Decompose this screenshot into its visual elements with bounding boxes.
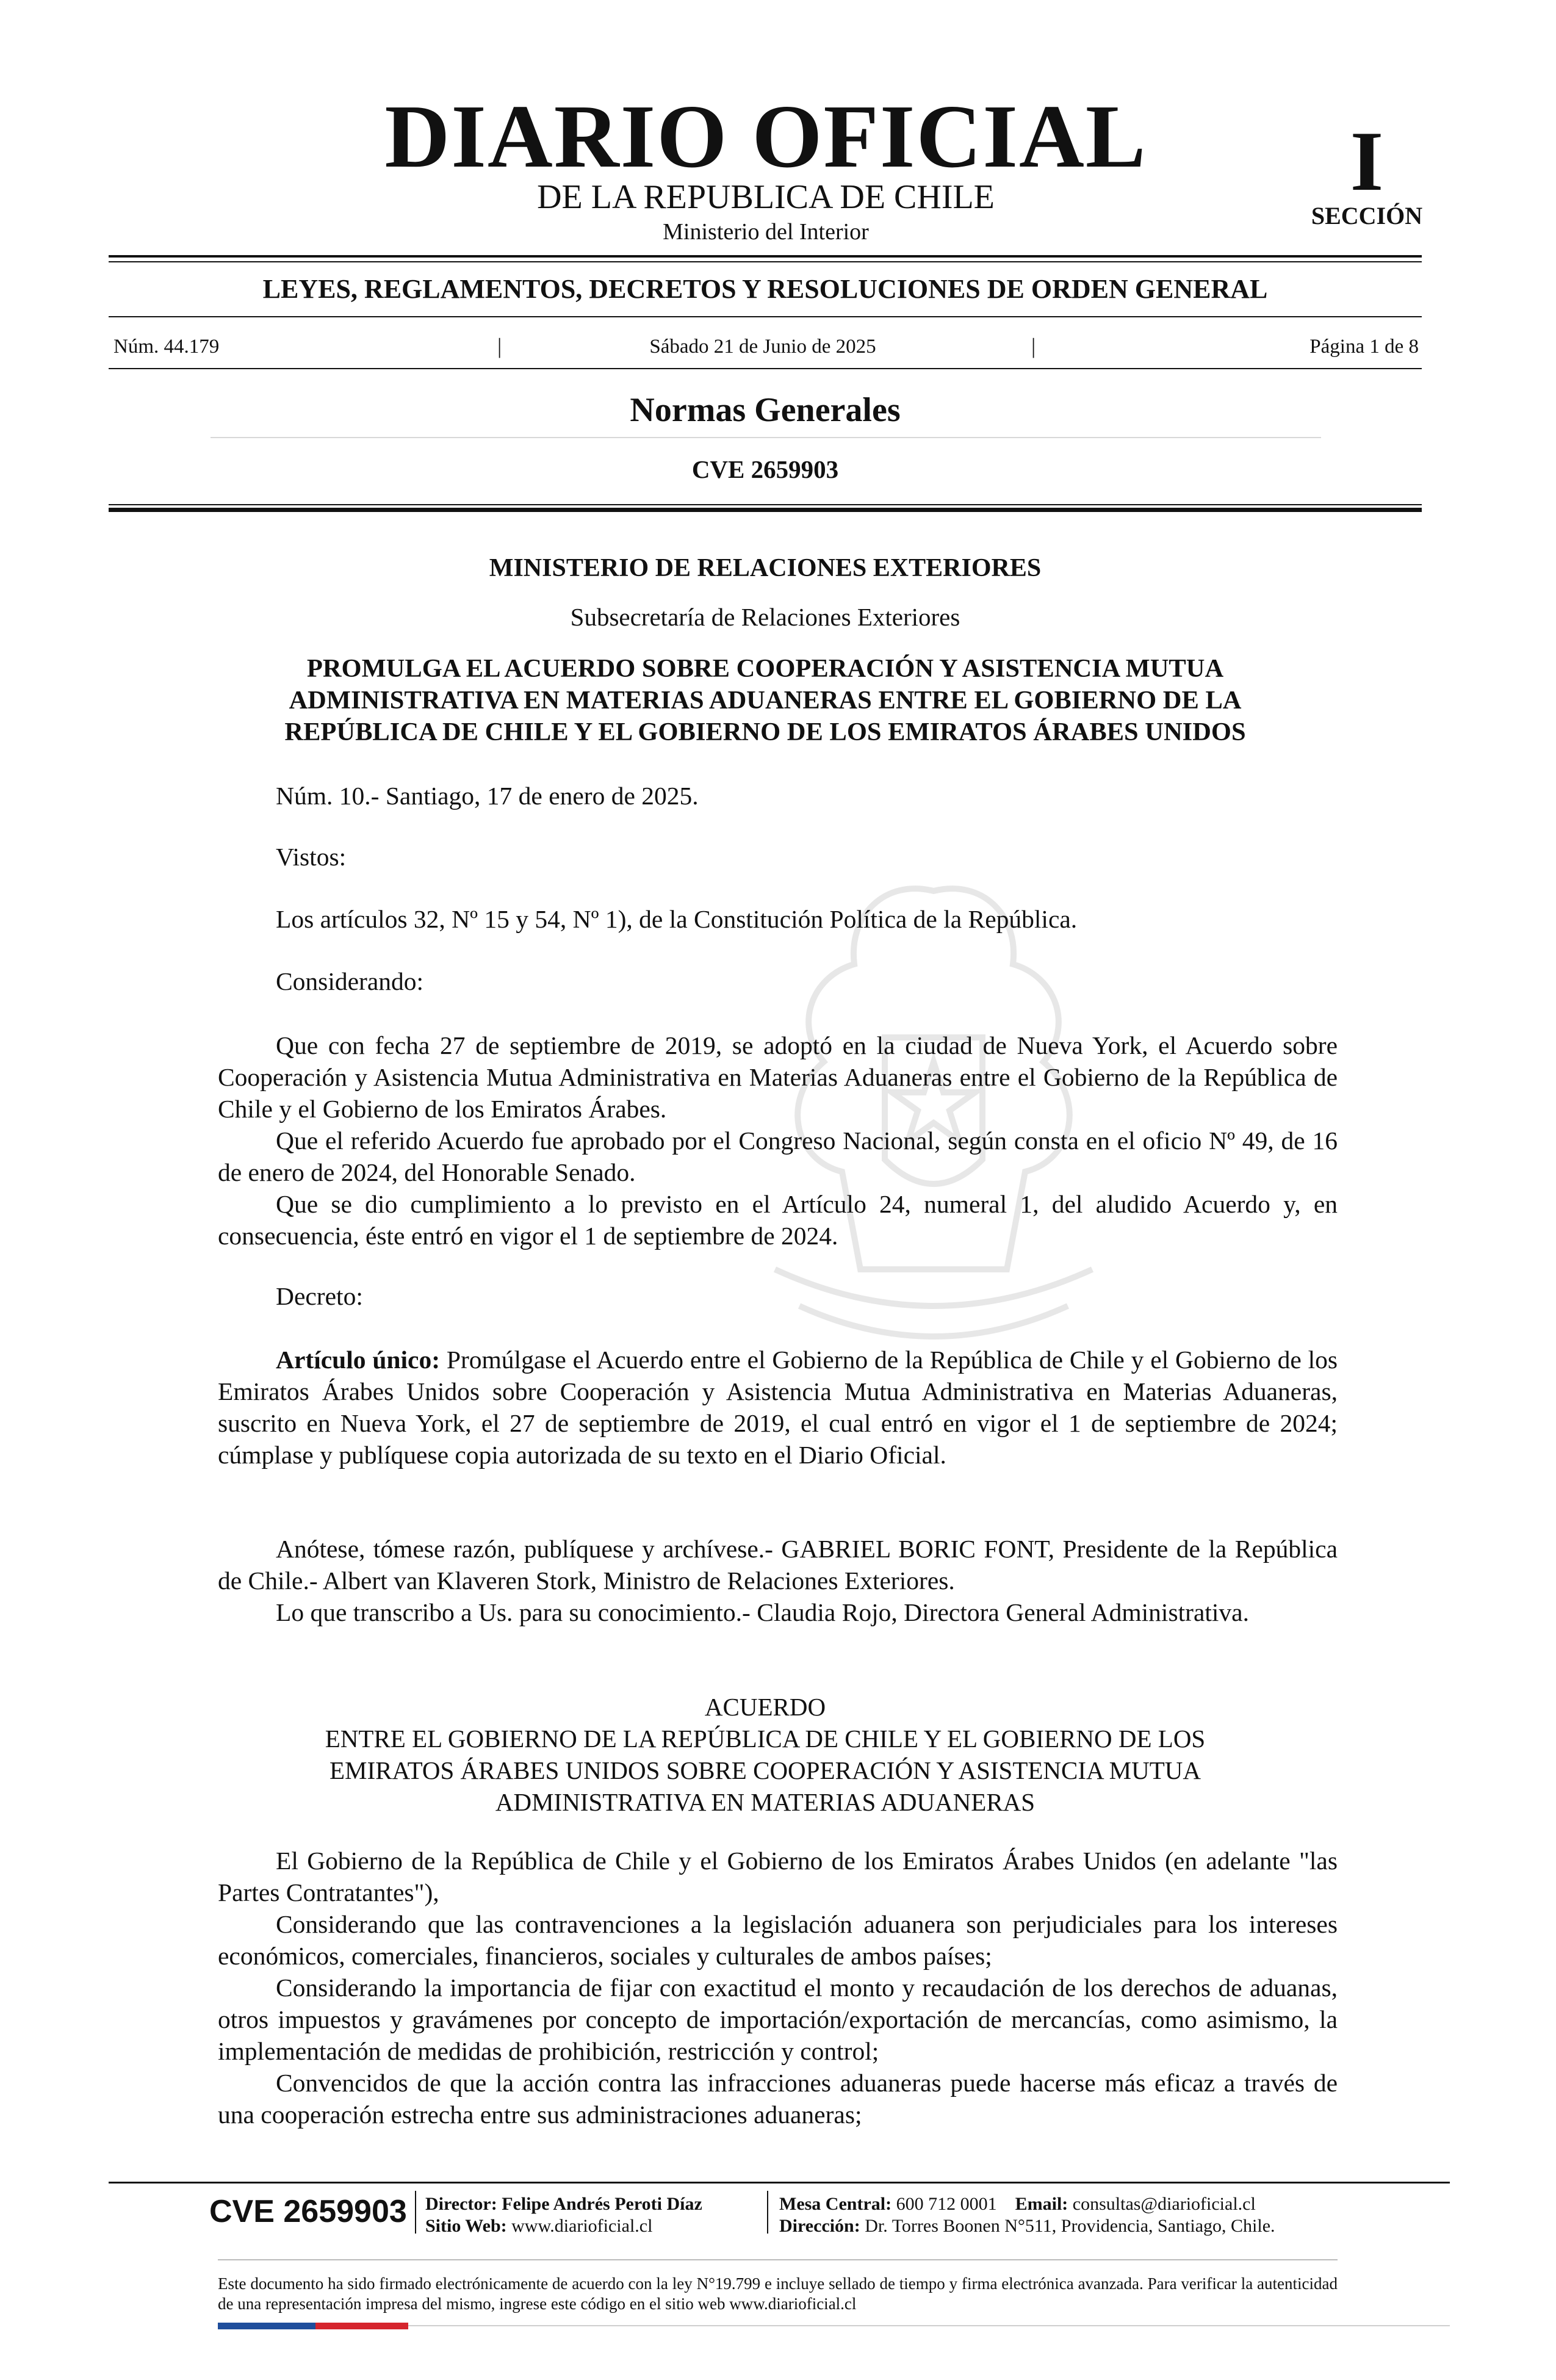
doc-title — [109, 653, 1422, 748]
director-label: Director: — [425, 2194, 497, 2214]
agreement-paragraph: Considerando que las contravenciones a la legislación aduanera son perjudiciales para los intereses económicos, comerciales, financieros, sociales y culturales de ambos países; — [218, 1910, 1338, 1970]
decreto-label: Decreto: — [276, 1282, 363, 1310]
doc-subsecretaria: Subsecretaría de Relaciones Exteriores — [570, 603, 960, 631]
email-link[interactable]: consultas@diarioficial.cl — [1072, 2194, 1256, 2214]
articulo-label: Artículo único: — [276, 1346, 441, 1374]
considerando-paragraph: Que el referido Acuerdo fue aprobado por el Congreso Nacional, según consta en el oficio Nº 49, de 16 de enero de 2024, del Honorable Senado. — [218, 1127, 1338, 1186]
agreement-paragraph: El Gobierno de la República de Chile y el Gobierno de los Emiratos Árabes Unidos (en adelante "las Partes Contratantes"), — [218, 1847, 1338, 1906]
rule-cve-1 — [109, 504, 1422, 505]
footer-cve: CVE 2659903 — [209, 2194, 407, 2229]
agreement-heading-line: ADMINISTRATIVA EN MATERIAS ADUANERAS — [495, 1788, 1036, 1816]
footer-note: Este documento ha sido firmado electrónicamente de acuerdo con la ley N°19.799 e incluye sellado de tiempo y firma electrónica avanzada. Para verificar la autenticidad de una representación impresa del mismo, ingrese este código en el sitio web www.diarioficial.cl — [218, 2274, 1338, 2313]
agreement-heading-line: ENTRE EL GOBIERNO DE LA REPÚBLICA DE CHILE Y EL GOBIERNO DE LOS — [325, 1725, 1206, 1753]
info-separator: | — [497, 334, 502, 358]
anotese-paragraph: Anótese, tómese razón, publíquese y archívese.- GABRIEL BORIC FONT, Presidente de la República de Chile.- Albert van Klaveren Stork, Ministro de Relaciones Exteriores. — [218, 1535, 1338, 1595]
agreement-paragraph: Convencidos de que la acción contra las infracciones aduaneras puede hacerse más eficaz a través de una cooperación estrecha entre sus administraciones aduaneras; — [218, 2069, 1338, 2129]
agreement-heading — [109, 1691, 1422, 1818]
section-number: I — [1350, 114, 1384, 209]
masthead-subtitle: DE LA REPUBLICA DE CHILE — [537, 178, 995, 216]
doc-ministry: MINISTERIO DE RELACIONES EXTERIORES — [489, 554, 1042, 582]
doc-title-line: PROMULGA EL ACUERDO SOBRE COOPERACIÓN Y ASISTENCIA MUTUA — [306, 654, 1224, 683]
rule-top-thin — [109, 261, 1422, 262]
footer-rule-mid — [218, 2259, 1338, 2260]
vistos-text: Los artículos 32, Nº 15 y 54, Nº 1), de la Constitución Política de la República. — [276, 905, 1078, 933]
rule-top — [109, 255, 1422, 258]
decree-number: Núm. 10.- Santiago, 17 de enero de 2025. — [276, 782, 699, 810]
email-label: Email: — [1015, 2194, 1068, 2214]
masthead-ministry: Ministerio del Interior — [663, 219, 869, 245]
issue-date: Sábado 21 de Junio de 2025 — [649, 336, 876, 358]
footer-divider — [767, 2191, 768, 2234]
section-label: SECCIÓN — [1311, 202, 1423, 229]
doc-title-line: REPÚBLICA DE CHILE Y EL GOBIERNO DE LOS EMIRATOS ÁRABES UNIDOS — [284, 718, 1246, 746]
flag-stripe-red — [315, 2323, 408, 2329]
section-banner: LEYES, REGLAMENTOS, DECRETOS Y RESOLUCIONES DE ORDEN GENERAL — [262, 274, 1268, 304]
cve-code: CVE 2659903 — [691, 455, 839, 483]
transcribo-paragraph: Lo que transcribo a Us. para su conocimiento.- Claudia Rojo, Directora General Administrativa. — [276, 1598, 1249, 1626]
articulo-unico — [218, 1344, 1338, 1471]
address-text: Dr. Torres Boonen N°511, Providencia, Santiago, Chile. — [865, 2216, 1275, 2236]
articulo-text: Promúlgase el Acuerdo entre el Gobierno de la República de Chile y el Gobierno de los Emiratos Árabes Unidos sobre Cooperación y Asistencia Mutua Administrativa en Materias Aduaneras, suscrito en Nueva York, el 27 de septiembre de 2019, el cual entró en vigor el 1 de septiembre de 2024; cúmplase y publíquese copia autorizada de su texto en el Diario Oficial. — [218, 1346, 1338, 1469]
rule-cve-2 — [109, 508, 1422, 512]
footer-divider — [415, 2191, 416, 2234]
footer-rule-top — [109, 2182, 1450, 2183]
considerando-label: Considerando: — [276, 967, 424, 995]
info-separator: | — [1031, 334, 1036, 358]
agreement-heading-line: ACUERDO — [704, 1693, 826, 1721]
agreement-paragraph: Considerando la importancia de fijar con exactitud el monto y recaudación de los derechos de aduanas, otros impuestos y gravámenes por concepto de importación/exportación de mercancías, como asimismo, la implementación de medidas de prohibición, restricción y control; — [218, 1974, 1338, 2065]
flag-stripe-blue — [218, 2323, 315, 2329]
footer-director-block — [425, 2193, 702, 2237]
issue-number: Núm. 44.179 — [113, 336, 220, 358]
director-name: Felipe Andrés Peroti Díaz — [502, 2194, 702, 2214]
considerando-paragraph: Que se dio cumplimiento a lo previsto en el Artículo 24, numeral 1, del aludido Acuerdo y, en consecuencia, éste entró en vigor el 1 de septiembre de 2024. — [218, 1190, 1338, 1250]
rule-banner-bottom — [109, 316, 1422, 317]
address-label: Dirección: — [779, 2216, 860, 2236]
vistos-label: Vistos: — [276, 843, 347, 871]
website-label: Sitio Web: — [425, 2216, 507, 2236]
masthead-title: DIARIO OFICIAL — [384, 87, 1147, 187]
footer-rule-bottom — [408, 2325, 1450, 2326]
doc-title-line: ADMINISTRATIVA EN MATERIAS ADUANERAS ENTRE EL GOBIERNO DE LA — [289, 686, 1242, 715]
mesa-phone: 600 712 0001 — [896, 2194, 997, 2214]
agreement-heading-line: EMIRATOS ÁRABES UNIDOS SOBRE COOPERACIÓN Y ASISTENCIA MUTUA — [330, 1756, 1201, 1784]
rule-info-bottom — [109, 368, 1422, 369]
footer-contact-block — [779, 2193, 1275, 2237]
section-title: Normas Generales — [630, 391, 901, 429]
considerando-paragraph: Que con fecha 27 de septiembre de 2019, se adoptó en la ciudad de Nueva York, el Acuerdo sobre Cooperación y Asistencia Mutua Administrativa en Materias Aduaneras entre el Gobierno de la República de Chile y el Gobierno de los Emiratos Árabes. — [218, 1031, 1338, 1123]
page-indicator: Página 1 de 8 — [1309, 336, 1419, 358]
rule-light — [211, 437, 1321, 438]
mesa-label: Mesa Central: — [779, 2194, 892, 2214]
website-link[interactable]: www.diarioficial.cl — [511, 2216, 653, 2236]
